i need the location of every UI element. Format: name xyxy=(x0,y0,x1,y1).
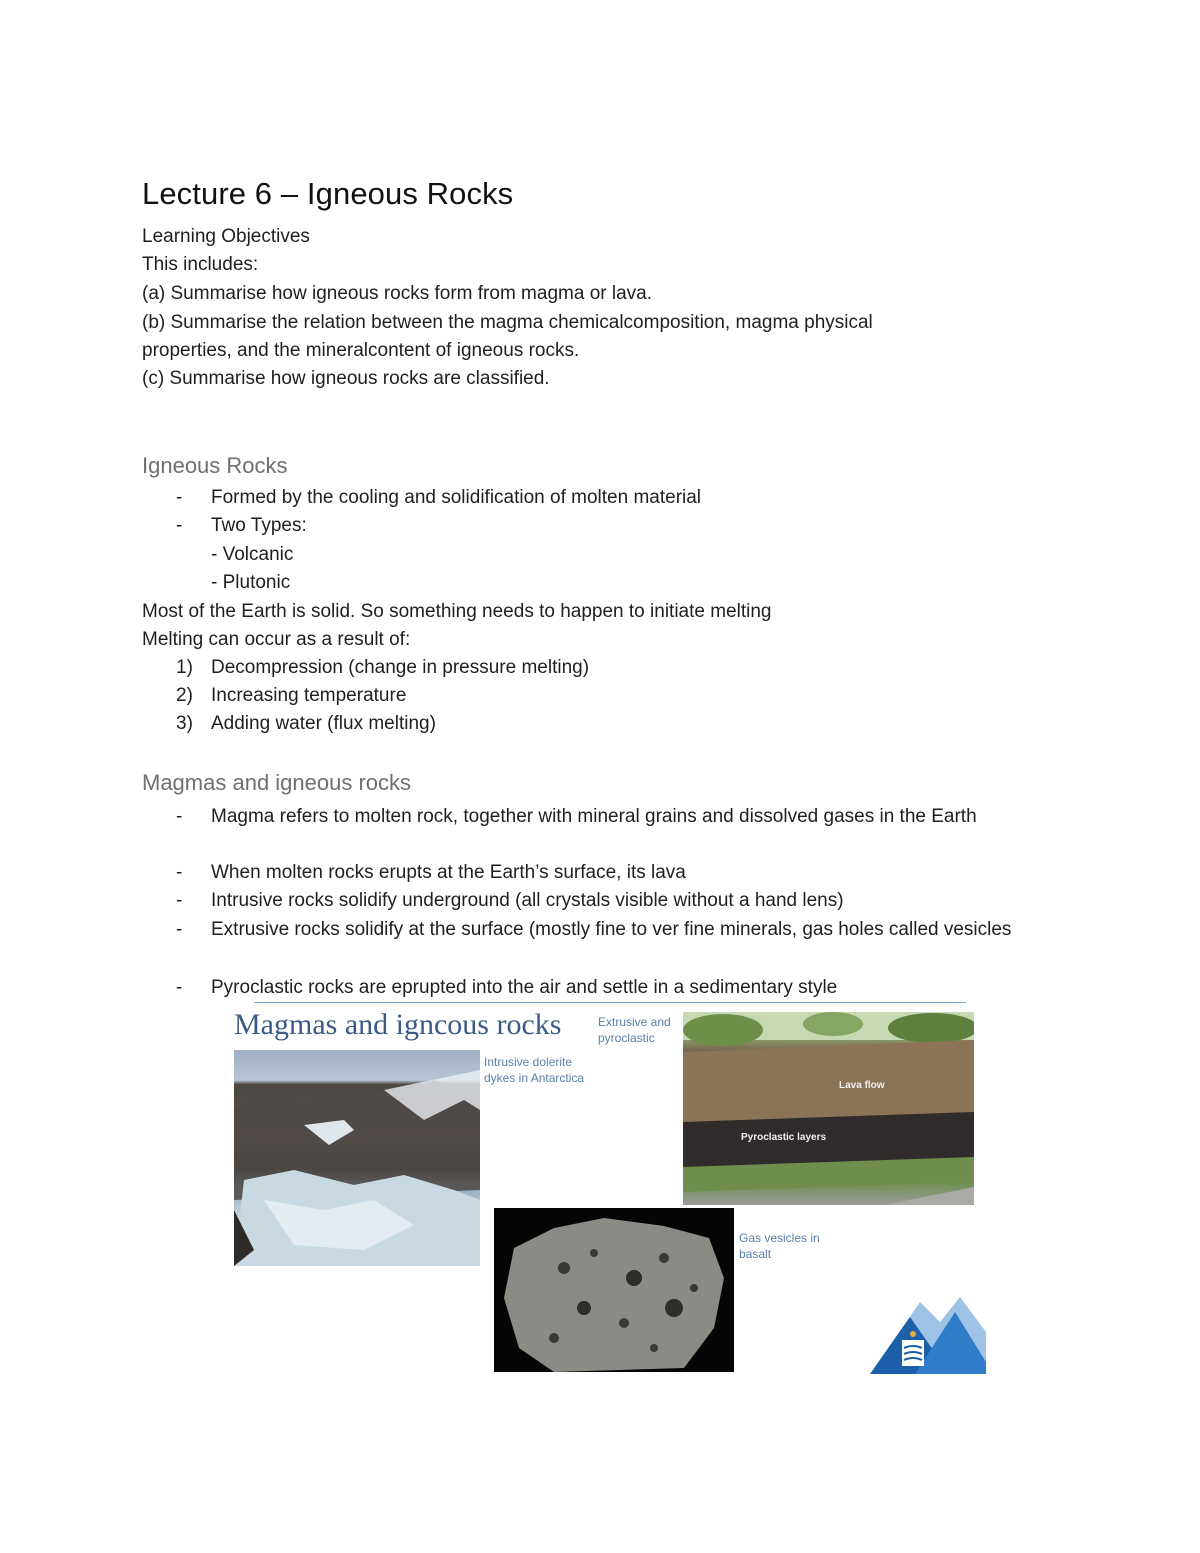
antarctica-dykes-photo xyxy=(234,1050,480,1266)
list-item: Increasing temperature xyxy=(211,685,407,706)
bullet-marker: - xyxy=(176,890,183,911)
bullet-marker: - xyxy=(176,862,183,883)
university-logo xyxy=(870,1292,986,1374)
slide-title: Magmas and igncous rocks xyxy=(234,1008,562,1041)
list-number: 2) xyxy=(176,685,193,706)
bullet-marker: - xyxy=(176,487,183,508)
list-number: 1) xyxy=(176,657,193,678)
section-heading-magmas: Magmas and igneous rocks xyxy=(142,770,412,795)
objectives-intro: This includes: xyxy=(142,254,259,275)
paragraph: Most of the Earth is solid. So something needs to happen to initiate melting xyxy=(142,601,772,622)
objective-item: properties, and the mineralcontent of igneous rocks. xyxy=(142,340,580,361)
label-pyroclastic: Pyroclastic layers xyxy=(741,1132,827,1143)
objective-item: (a) Summarise how igneous rocks form from magma or lava. xyxy=(142,283,652,304)
slide-divider xyxy=(254,1002,966,1003)
bullet-marker: - xyxy=(176,977,183,998)
lava-outcrop-photo xyxy=(683,1012,974,1205)
list-item: Two Types: xyxy=(211,515,307,536)
bullet-marker: - xyxy=(176,806,183,827)
list-item: Intrusive rocks solidify underground (all crystals visible without a hand lens) xyxy=(211,890,844,911)
slide-image xyxy=(232,1002,988,1376)
caption-extrusive: Extrusive and pyroclastic xyxy=(598,1015,671,1045)
caption-intrusive: Intrusive dolerite dykes in Antarctica xyxy=(484,1055,585,1085)
list-item: Adding water (flux melting) xyxy=(211,713,436,734)
objective-item: (c) Summarise how igneous rocks are classified. xyxy=(142,368,550,389)
list-item: Formed by the cooling and solidification of molten material xyxy=(211,487,702,508)
page-title: Lecture 6 – Igneous Rocks xyxy=(142,176,514,211)
sub-item: - Volcanic xyxy=(211,544,294,565)
list-item: Extrusive rocks solidify at the surface (mostly fine to ver fine minerals, gas holes called vesicles xyxy=(211,919,1012,940)
bullet-marker: - xyxy=(176,515,183,536)
basalt-vesicles-photo xyxy=(494,1208,734,1372)
sub-item: - Plutonic xyxy=(211,572,291,593)
label-lava-flow: Lava flow xyxy=(839,1080,885,1091)
list-item: When molten rocks erupts at the Earth’s surface, its lava xyxy=(211,862,686,883)
bullet-marker: - xyxy=(176,919,183,940)
list-item: Pyroclastic rocks are eprupted into the air and settle in a sedimentary style xyxy=(211,977,838,998)
objective-item: (b) Summarise the relation between the magma chemicalcomposition, magma physical xyxy=(142,312,873,333)
paragraph: Melting can occur as a result of: xyxy=(142,629,411,650)
list-number: 3) xyxy=(176,713,193,734)
objectives-heading: Learning Objectives xyxy=(142,226,310,247)
list-item: Magma refers to molten rock, together with mineral grains and dissolved gases in the Earth xyxy=(211,806,977,827)
section-heading-igneous: Igneous Rocks xyxy=(142,453,288,478)
list-item: Decompression (change in pressure melting) xyxy=(211,657,590,678)
caption-vesicles: Gas vesicles in basalt xyxy=(739,1231,820,1261)
